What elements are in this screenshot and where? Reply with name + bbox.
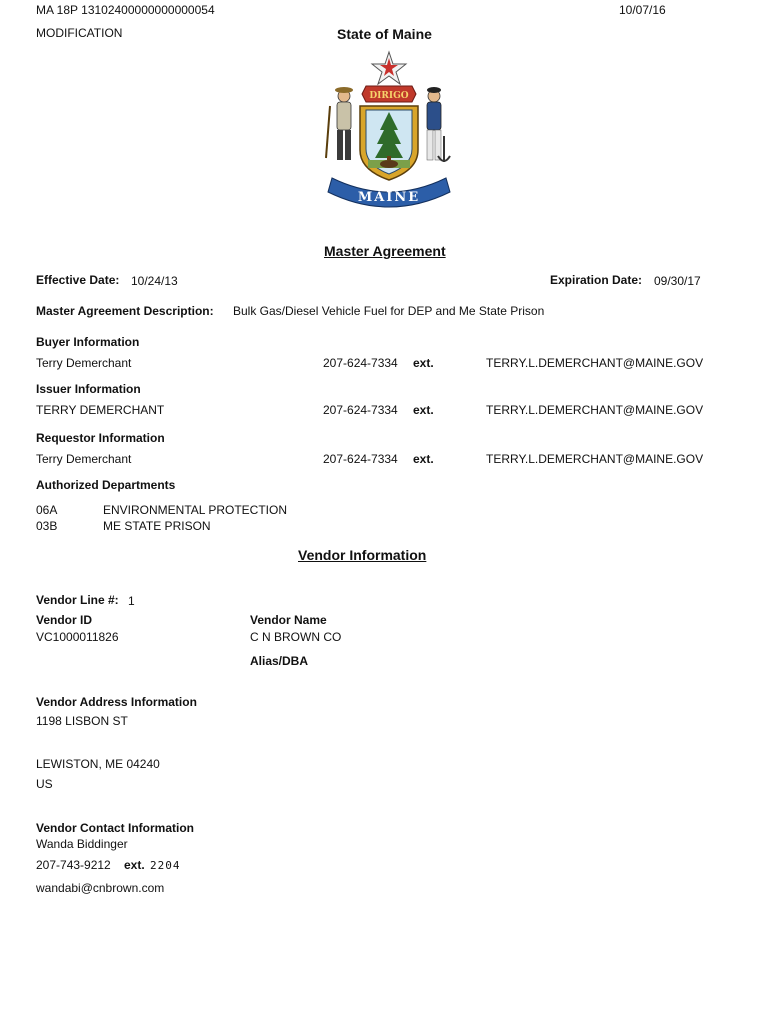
requestor-ext-label: ext. xyxy=(413,452,434,466)
issuer-email[interactable]: TERRY.L.DEMERCHANT@MAINE.GOV xyxy=(486,403,704,417)
issuer-name: TERRY DEMERCHANT xyxy=(36,403,165,417)
vendor-contact-ext-value: 2204 xyxy=(150,859,181,872)
description-label: Master Agreement Description: xyxy=(36,304,214,318)
description-value: Bulk Gas/Diesel Vehicle Fuel for DEP and Me State Prison xyxy=(233,304,545,318)
document-type: MODIFICATION xyxy=(36,26,123,40)
department-name: ENVIRONMENTAL PROTECTION xyxy=(103,503,288,517)
issuer-phone: 207-624-7334 xyxy=(323,403,398,417)
department-code: 06A xyxy=(36,503,58,517)
banner-text: MAINE xyxy=(357,190,421,205)
vendor-contact-name: Wanda Biddinger xyxy=(36,837,128,851)
vendor-name-label: Vendor Name xyxy=(250,613,327,627)
vendor-address-line1: 1198 LISBON ST xyxy=(36,714,128,728)
department-name: ME STATE PRISON xyxy=(103,519,211,533)
vendor-contact-heading: Vendor Contact Information xyxy=(36,821,195,835)
vendor-address-heading: Vendor Address Information xyxy=(36,695,197,709)
alias-dba-label: Alias/DBA xyxy=(250,654,309,668)
vendor-contact-phone: 207-743-9212 xyxy=(36,858,111,872)
vendor-contact-ext-label: ext. xyxy=(124,858,145,872)
maine-state-seal xyxy=(322,46,456,214)
motto-text: DIRIGO xyxy=(369,91,409,101)
vendor-name-value: C N BROWN CO xyxy=(250,630,342,644)
vendor-line-value: 1 xyxy=(128,594,135,608)
vendor-city-state-zip: LEWISTON, ME 04240 xyxy=(36,757,160,771)
expiration-date-label: Expiration Date: xyxy=(550,273,643,287)
expiration-date-value: 09/30/17 xyxy=(654,274,701,288)
effective-date-value: 10/24/13 xyxy=(131,274,178,288)
vendor-id-label: Vendor ID xyxy=(36,613,93,627)
buyer-phone: 207-624-7334 xyxy=(323,356,398,370)
agreement-title: Master Agreement xyxy=(324,243,446,259)
department-code: 03B xyxy=(36,519,58,533)
scythe-icon xyxy=(326,106,330,158)
farmer-figure xyxy=(337,102,351,130)
buyer-heading: Buyer Information xyxy=(36,335,140,349)
print-date: 10/07/16 xyxy=(619,3,666,17)
moose-icon xyxy=(380,160,398,168)
effective-date-label: Effective Date: xyxy=(36,273,120,287)
buyer-email[interactable]: TERRY.L.DEMERCHANT@MAINE.GOV xyxy=(486,356,704,370)
seal-graphic xyxy=(322,46,456,214)
issuer-heading: Issuer Information xyxy=(36,382,141,396)
departments-heading: Authorized Departments xyxy=(36,478,176,492)
sailor-figure xyxy=(427,102,441,130)
vendor-contact-email[interactable]: wandabi@cnbrown.com xyxy=(36,881,165,895)
document-id: MA 18P 13102400000000000054 xyxy=(36,3,215,17)
requestor-phone: 207-624-7334 xyxy=(323,452,398,466)
vendor-title: Vendor Information xyxy=(298,547,427,563)
requestor-email[interactable]: TERRY.L.DEMERCHANT@MAINE.GOV xyxy=(486,452,704,466)
buyer-ext-label: ext. xyxy=(413,356,434,370)
requestor-name: Terry Demerchant xyxy=(36,452,132,466)
state-title: State of Maine xyxy=(337,26,432,42)
vendor-line-label: Vendor Line #: xyxy=(36,593,119,607)
vendor-country: US xyxy=(36,777,53,791)
requestor-heading: Requestor Information xyxy=(36,431,165,445)
issuer-ext-label: ext. xyxy=(413,403,434,417)
vendor-id-value: VC1000011826 xyxy=(36,630,119,644)
buyer-name: Terry Demerchant xyxy=(36,356,132,370)
